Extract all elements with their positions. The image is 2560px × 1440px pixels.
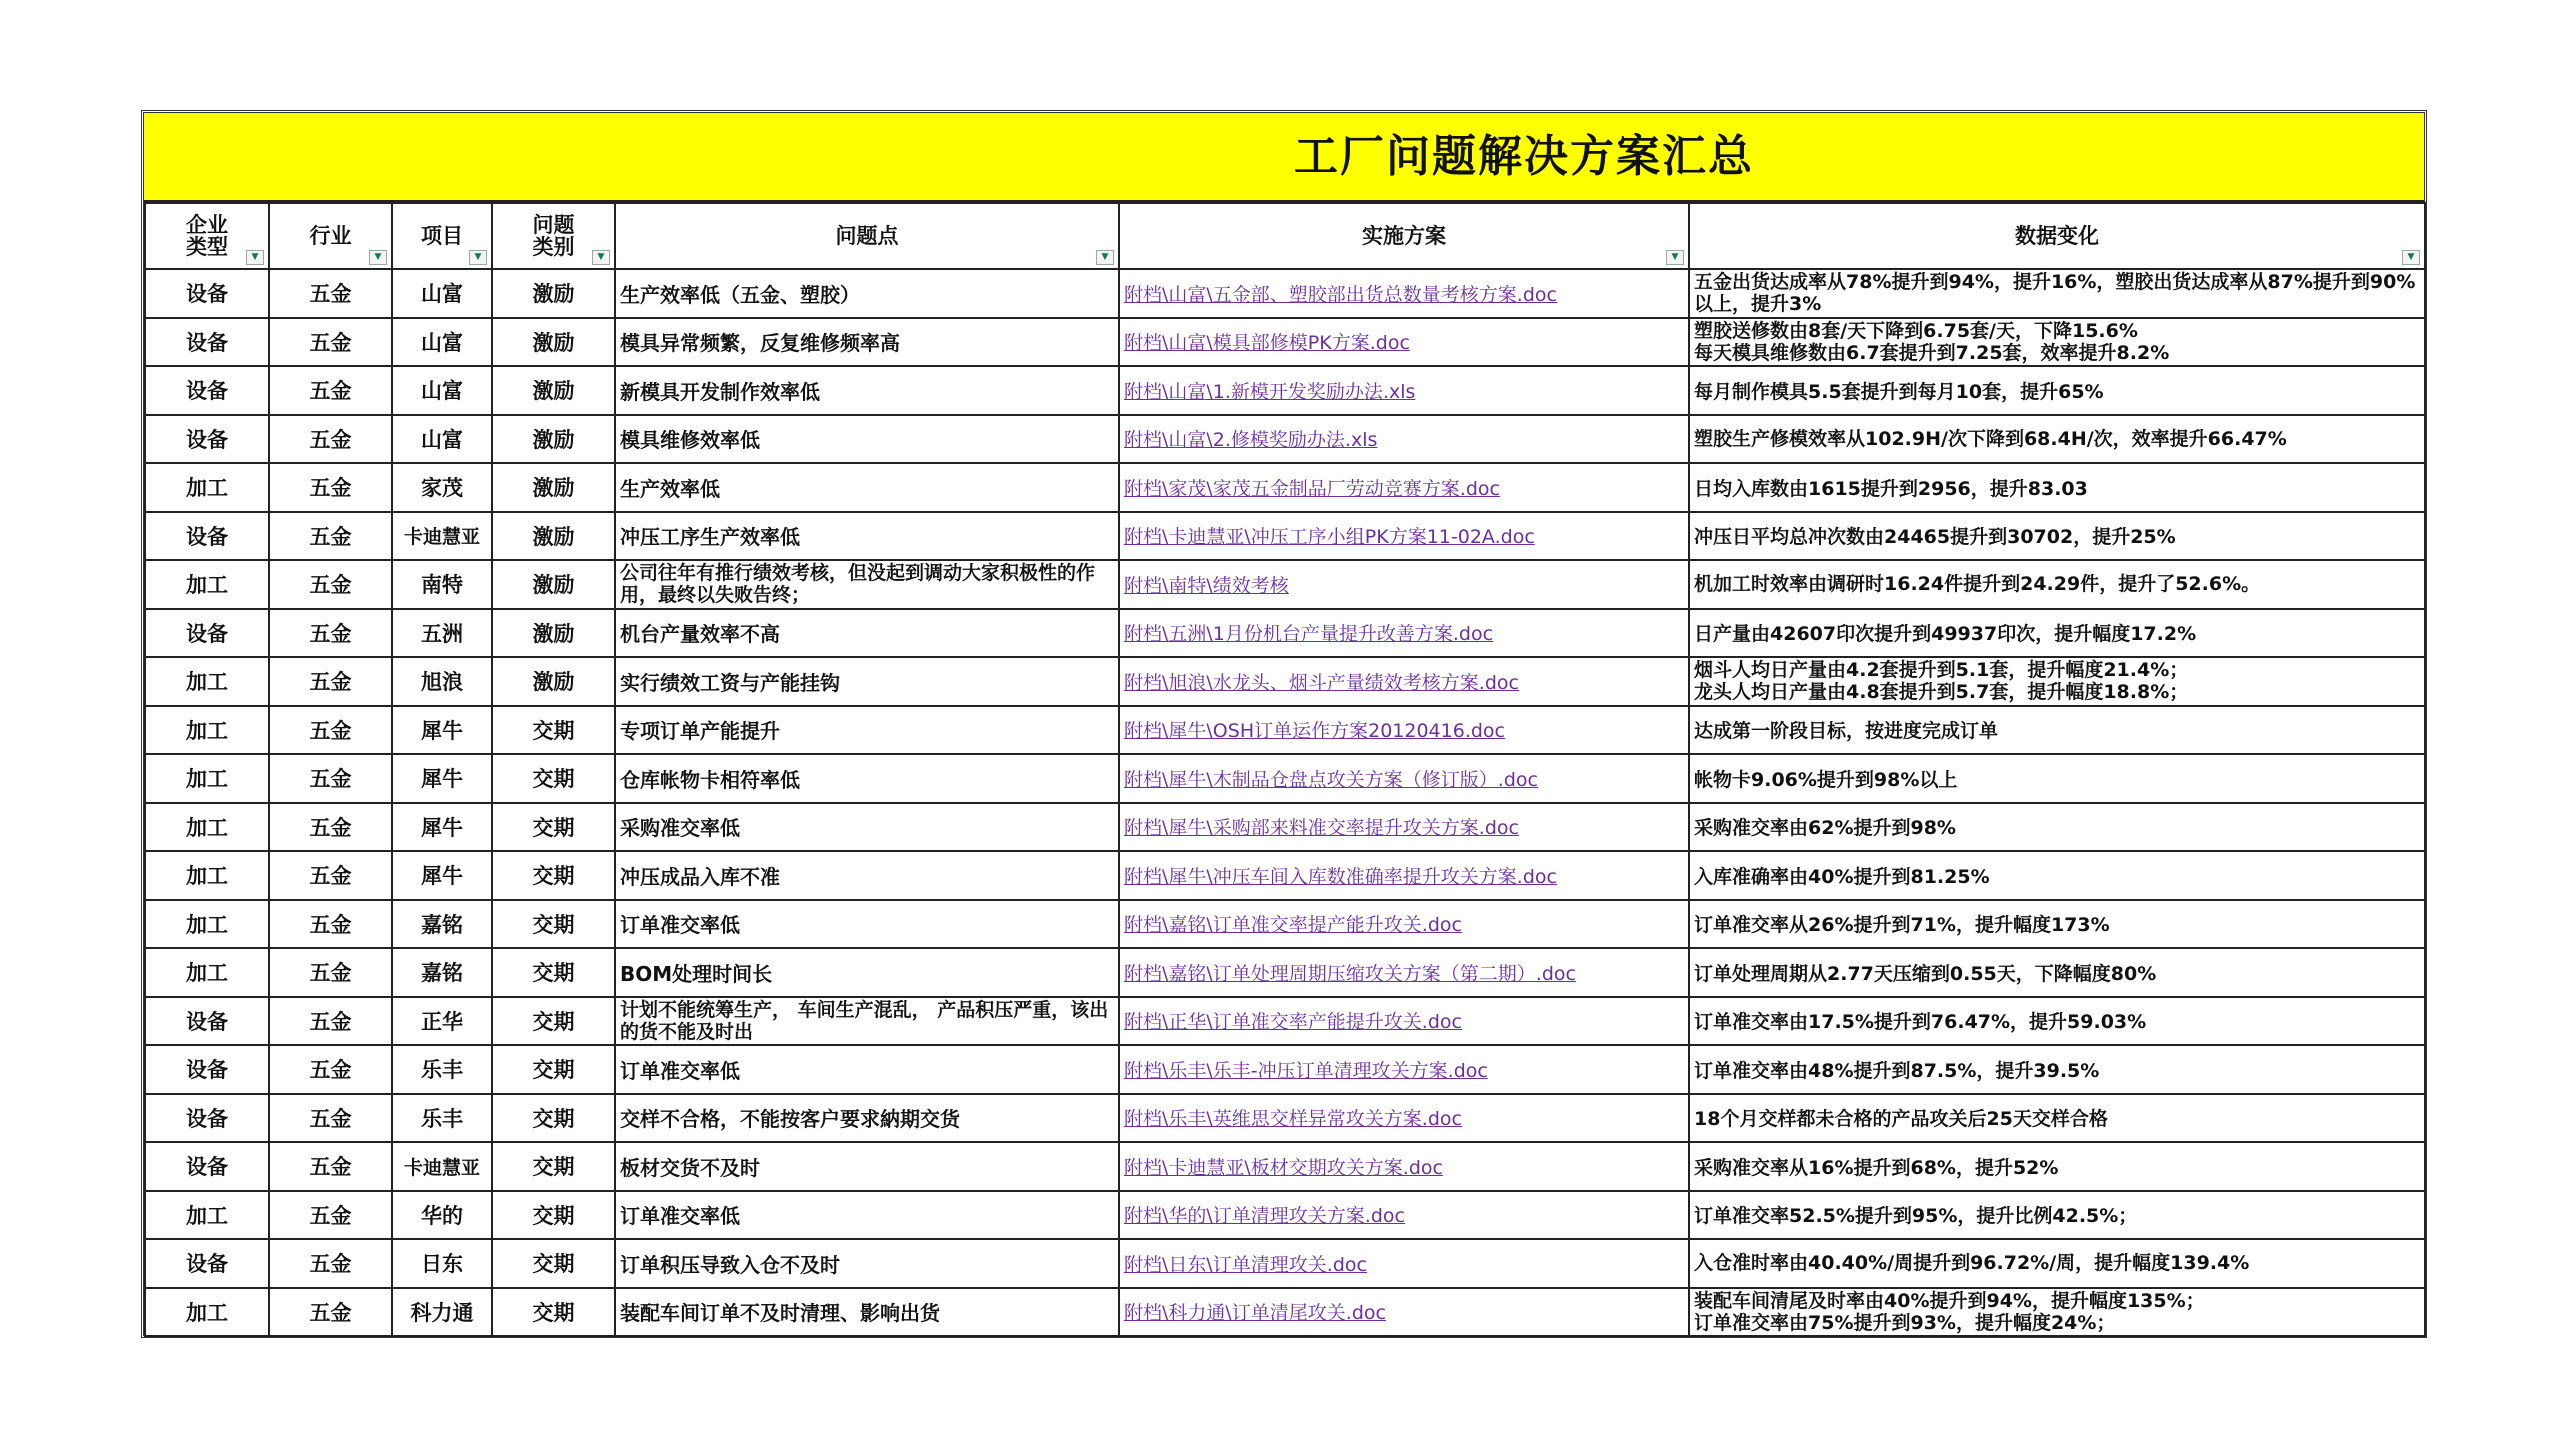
table-row [145,1191,2425,1240]
cell-change: 采购准交率由62%提升到98% [1689,803,2425,852]
cell-problem: 采购准交率低 [615,803,1119,852]
cell-project: 日东 [392,1239,492,1288]
header-problem [615,203,1119,269]
cell-problem: 新模具开发制作效率低 [615,366,1119,415]
solution-file-link[interactable]: 附档\卡迪慧亚\冲压工序小组PK方案11-02A.doc [1124,526,1535,549]
cell-problem: 专项订单产能提升 [615,706,1119,755]
solution-file-link[interactable]: 附档\犀牛\采购部来料准交率提升攻关方案.doc [1124,817,1519,840]
cell-solution [1119,318,1689,367]
spreadsheet [141,110,2427,1338]
header-row [145,203,2425,269]
cell-problem: 交样不合格，不能按客户要求納期交货 [615,1094,1119,1143]
cell-change: 冲压日平均总冲次数由24465提升到30702，提升25% [1689,512,2425,561]
table-row [145,997,2425,1046]
cell-solution [1119,560,1689,609]
title-bar [144,113,2424,202]
cell-change: 入库准确率由40%提升到81.25% [1689,851,2425,900]
cell-industry: 五金 [269,900,392,949]
solution-file-link[interactable]: 附档\嘉铭\订单准交率提产能升攻关.doc [1124,914,1462,937]
cell-category: 交期 [492,997,615,1046]
cell-solution [1119,997,1689,1046]
solution-file-link[interactable]: 附档\日东\订单清理攻关.doc [1124,1253,1367,1276]
cell-solution [1119,1239,1689,1288]
cell-problem: 订单准交率低 [615,1191,1119,1240]
table-row [145,1288,2425,1337]
cell-project: 犀牛 [392,851,492,900]
table-row [145,366,2425,415]
cell-category: 交期 [492,851,615,900]
cell-category: 激励 [492,269,615,318]
header-project [392,203,492,269]
solution-file-link[interactable]: 附档\五洲\1月份机台产量提升改善方案.doc [1124,623,1494,646]
cell-industry: 五金 [269,512,392,561]
cell-category: 激励 [492,318,615,367]
cell-category: 激励 [492,609,615,658]
solution-file-link[interactable]: 附档\山富\模具部修模PK方案.doc [1124,332,1410,355]
cell-project: 正华 [392,997,492,1046]
cell-project: 山富 [392,318,492,367]
cell-industry: 五金 [269,657,392,706]
cell-industry: 五金 [269,609,392,658]
cell-change: 五金出货达成率从78%提升到94%，提升16%，塑胶出货达成率从87%提升到90%以上，提升3% [1689,269,2425,318]
header-label: 行业 [309,224,352,248]
cell-problem: 仓库帐物卡相符率低 [615,754,1119,803]
cell-industry: 五金 [269,1142,392,1191]
cell-change: 机加工时效率由调研时16.24件提升到24.29件，提升了52.6%。 [1689,560,2425,609]
cell-solution [1119,706,1689,755]
cell-problem: 生产效率低 [615,463,1119,512]
table-row [145,900,2425,949]
solution-file-link[interactable]: 附档\旭浪\水龙头、烟斗产量绩效考核方案.doc [1124,671,1519,694]
cell-category: 交期 [492,803,615,852]
table-row [145,851,2425,900]
cell-problem: 冲压成品入库不准 [615,851,1119,900]
cell-project: 五洲 [392,609,492,658]
cell-problem: 公司往年有推行绩效考核，但没起到调动大家积极性的作用，最终以失败告终； [615,560,1119,609]
cell-category: 交期 [492,1288,615,1337]
cell-change: 塑胶生产修模效率从102.9H/次下降到68.4H/次，效率提升66.47% [1689,415,2425,464]
solution-file-link[interactable]: 附档\山富\1.新模开发奖励办法.xls [1124,380,1416,403]
cell-type: 加工 [145,657,269,706]
cell-industry: 五金 [269,706,392,755]
cell-type: 设备 [145,997,269,1046]
cell-problem: 订单准交率低 [615,900,1119,949]
filter-dropdown-icon[interactable]: ▼ [369,250,387,265]
solution-file-link[interactable]: 附档\犀牛\冲压车间入库数准确率提升攻关方案.doc [1124,865,1557,888]
cell-solution [1119,463,1689,512]
cell-change: 18个月交样都未合格的产品攻关后25天交样合格 [1689,1094,2425,1143]
cell-industry: 五金 [269,463,392,512]
cell-type: 加工 [145,1288,269,1337]
cell-type: 加工 [145,754,269,803]
cell-solution [1119,1191,1689,1240]
table-row [145,1239,2425,1288]
cell-change: 订单准交率由48%提升到87.5%，提升39.5% [1689,1045,2425,1094]
solution-file-link[interactable]: 附档\嘉铭\订单处理周期压缩攻关方案（第二期）.doc [1124,962,1576,985]
cell-type: 设备 [145,269,269,318]
cell-type: 设备 [145,318,269,367]
table-row [145,318,2425,367]
header-label: 实施方案 [1362,224,1446,248]
cell-solution [1119,366,1689,415]
cell-industry: 五金 [269,1288,392,1337]
cell-type: 加工 [145,803,269,852]
cell-type: 加工 [145,1191,269,1240]
cell-category: 激励 [492,560,615,609]
cell-category: 激励 [492,415,615,464]
header-label: 问题 类别 [532,213,575,259]
table-row [145,657,2425,706]
cell-problem: 实行绩效工资与产能挂钩 [615,657,1119,706]
cell-type: 加工 [145,900,269,949]
solutions-table [144,202,2426,1337]
header-industry [269,203,392,269]
cell-solution [1119,512,1689,561]
cell-industry: 五金 [269,560,392,609]
cell-change: 入仓准时率由40.40%/周提升到96.72%/周，提升幅度139.4% [1689,1239,2425,1288]
cell-industry: 五金 [269,318,392,367]
cell-industry: 五金 [269,1094,392,1143]
cell-category: 交期 [492,754,615,803]
cell-category: 交期 [492,1094,615,1143]
filter-dropdown-icon[interactable]: ▼ [1666,250,1684,265]
cell-industry: 五金 [269,1045,392,1094]
solution-file-link[interactable]: 附档\犀牛\OSH订单运作方案20120416.doc [1124,720,1505,743]
cell-problem: BOM处理时间长 [615,948,1119,997]
filter-dropdown-icon[interactable]: ▼ [592,250,610,265]
cell-problem: 计划不能统筹生产， 车间生产混乱， 产品积压严重，该出的货不能及时出 [615,997,1119,1046]
cell-problem: 机台产量效率不高 [615,609,1119,658]
cell-industry: 五金 [269,1191,392,1240]
cell-category: 交期 [492,1142,615,1191]
cell-industry: 五金 [269,851,392,900]
cell-project: 南特 [392,560,492,609]
cell-type: 加工 [145,560,269,609]
cell-solution [1119,1045,1689,1094]
cell-problem: 冲压工序生产效率低 [615,512,1119,561]
header-category [492,203,615,269]
cell-project: 犀牛 [392,706,492,755]
cell-solution [1119,1142,1689,1191]
solution-file-link[interactable]: 附档\南特\绩效考核 [1124,574,1289,597]
sheet-title: 工厂问题解决方案汇总 [1294,131,1754,182]
table-row [145,512,2425,561]
cell-solution [1119,415,1689,464]
cell-project: 旭浪 [392,657,492,706]
cell-problem: 订单积压导致入仓不及时 [615,1239,1119,1288]
cell-type: 加工 [145,706,269,755]
solution-file-link[interactable]: 附档\山富\2.修模奖励办法.xls [1124,429,1378,452]
table-row [145,463,2425,512]
cell-project: 卡迪慧亚 [392,512,492,561]
cell-problem: 模具异常频繁，反复维修频率高 [615,318,1119,367]
cell-type: 加工 [145,463,269,512]
cell-industry: 五金 [269,997,392,1046]
cell-solution [1119,803,1689,852]
cell-category: 激励 [492,463,615,512]
cell-type: 设备 [145,609,269,658]
cell-change: 塑胶送修数由8套/天下降到6.75套/天，下降15.6% 每天模具维修数由6.7套提升到7.25套，效率提升8.2% [1689,318,2425,367]
cell-change: 订单准交率由17.5%提升到76.47%，提升59.03% [1689,997,2425,1046]
solution-file-link[interactable]: 附档\家茂\家茂五金制品厂劳动竞赛方案.doc [1124,477,1500,500]
table-row [145,754,2425,803]
table-row [145,948,2425,997]
cell-problem: 模具维修效率低 [615,415,1119,464]
cell-industry: 五金 [269,803,392,852]
header-label: 企业 类型 [186,213,228,259]
solution-file-link[interactable]: 附档\华的\订单清理攻关方案.doc [1124,1205,1405,1228]
cell-problem: 装配车间订单不及时清理、影响出货 [615,1288,1119,1337]
cell-industry: 五金 [269,415,392,464]
cell-solution [1119,948,1689,997]
solution-file-link[interactable]: 附档\乐丰\乐丰-冲压订单清理攻关方案.doc [1124,1059,1488,1082]
cell-category: 交期 [492,900,615,949]
cell-industry: 五金 [269,754,392,803]
cell-project: 山富 [392,366,492,415]
table-row [145,1045,2425,1094]
cell-project: 犀牛 [392,754,492,803]
cell-industry: 五金 [269,269,392,318]
cell-type: 设备 [145,1142,269,1191]
filter-dropdown-icon[interactable]: ▼ [469,250,487,265]
cell-solution [1119,269,1689,318]
cell-category: 交期 [492,706,615,755]
header-label: 问题点 [835,224,899,248]
cell-type: 设备 [145,1094,269,1143]
solution-file-link[interactable]: 附档\山富\五金部、塑胶部出货总数量考核方案.doc [1124,283,1557,306]
solution-file-link[interactable]: 附档\科力通\订单清尾攻关.doc [1124,1302,1386,1325]
cell-type: 加工 [145,948,269,997]
cell-industry: 五金 [269,948,392,997]
cell-project: 犀牛 [392,803,492,852]
cell-change: 订单处理周期从2.77天压缩到0.55天，下降幅度80% [1689,948,2425,997]
filter-dropdown-icon[interactable]: ▼ [246,250,264,265]
cell-category: 交期 [492,1191,615,1240]
cell-project: 嘉铭 [392,900,492,949]
cell-change: 达成第一阶段目标，按进度完成订单 [1689,706,2425,755]
cell-project: 家茂 [392,463,492,512]
cell-project: 乐丰 [392,1045,492,1094]
cell-change: 帐物卡9.06%提升到98%以上 [1689,754,2425,803]
cell-change: 采购准交率从16%提升到68%，提升52% [1689,1142,2425,1191]
table-row [145,269,2425,318]
cell-project: 嘉铭 [392,948,492,997]
cell-project: 卡迪慧亚 [392,1142,492,1191]
cell-category: 激励 [492,366,615,415]
cell-industry: 五金 [269,1239,392,1288]
header-solution [1119,203,1689,269]
table-row [145,1142,2425,1191]
header-change [1689,203,2425,269]
cell-category: 交期 [492,1045,615,1094]
cell-project: 科力通 [392,1288,492,1337]
cell-change: 订单准交率从26%提升到71%，提升幅度173% [1689,900,2425,949]
cell-type: 设备 [145,415,269,464]
cell-industry: 五金 [269,366,392,415]
table-row [145,706,2425,755]
cell-change: 烟斗人均日产量由4.2套提升到5.1套，提升幅度21.4%； 龙头人均日产量由4.8套提升到5.7套，提升幅度18.8%； [1689,657,2425,706]
header-type [145,203,269,269]
cell-type: 加工 [145,851,269,900]
cell-solution [1119,609,1689,658]
table-row [145,609,2425,658]
cell-change: 日均入库数由1615提升到2956，提升83.03 [1689,463,2425,512]
cell-solution [1119,1094,1689,1143]
solution-file-link[interactable]: 附档\乐丰\英维思交样异常攻关方案.doc [1124,1108,1462,1131]
table-row [145,1094,2425,1143]
cell-category: 激励 [492,512,615,561]
filter-dropdown-icon[interactable]: ▼ [2402,250,2420,265]
cell-project: 山富 [392,269,492,318]
cell-change: 日产量由42607印次提升到49937印次，提升幅度17.2% [1689,609,2425,658]
filter-dropdown-icon[interactable]: ▼ [1096,250,1114,265]
table-row [145,803,2425,852]
cell-type: 设备 [145,1045,269,1094]
cell-solution [1119,900,1689,949]
cell-solution [1119,1288,1689,1337]
cell-project: 华的 [392,1191,492,1240]
table-body [145,269,2425,1336]
cell-change: 装配车间清尾及时率由40%提升到94%，提升幅度135%； 订单准交率由75%提升到93%，提升幅度24%； [1689,1288,2425,1337]
cell-solution [1119,754,1689,803]
cell-project: 山富 [392,415,492,464]
cell-type: 设备 [145,366,269,415]
cell-type: 设备 [145,512,269,561]
cell-problem: 订单准交率低 [615,1045,1119,1094]
solution-file-link[interactable]: 附档\正华\订单准交率产能提升攻关.doc [1124,1011,1462,1034]
cell-project: 乐丰 [392,1094,492,1143]
solution-file-link[interactable]: 附档\犀牛\木制品仓盘点攻关方案（修订版）.doc [1124,768,1538,791]
cell-solution [1119,657,1689,706]
cell-category: 交期 [492,948,615,997]
table-row [145,560,2425,609]
cell-problem: 生产效率低（五金、塑胶） [615,269,1119,318]
cell-change: 每月制作模具5.5套提升到每月10套，提升65% [1689,366,2425,415]
cell-category: 交期 [492,1239,615,1288]
header-label: 项目 [421,224,463,248]
cell-category: 激励 [492,657,615,706]
cell-type: 设备 [145,1239,269,1288]
header-label: 数据变化 [2015,224,2099,248]
cell-problem: 板材交货不及时 [615,1142,1119,1191]
solution-file-link[interactable]: 附档\卡迪慧亚\板材交期攻关方案.doc [1124,1156,1443,1179]
cell-solution [1119,851,1689,900]
table-row [145,415,2425,464]
cell-change: 订单准交率52.5%提升到95%，提升比例42.5%； [1689,1191,2425,1240]
